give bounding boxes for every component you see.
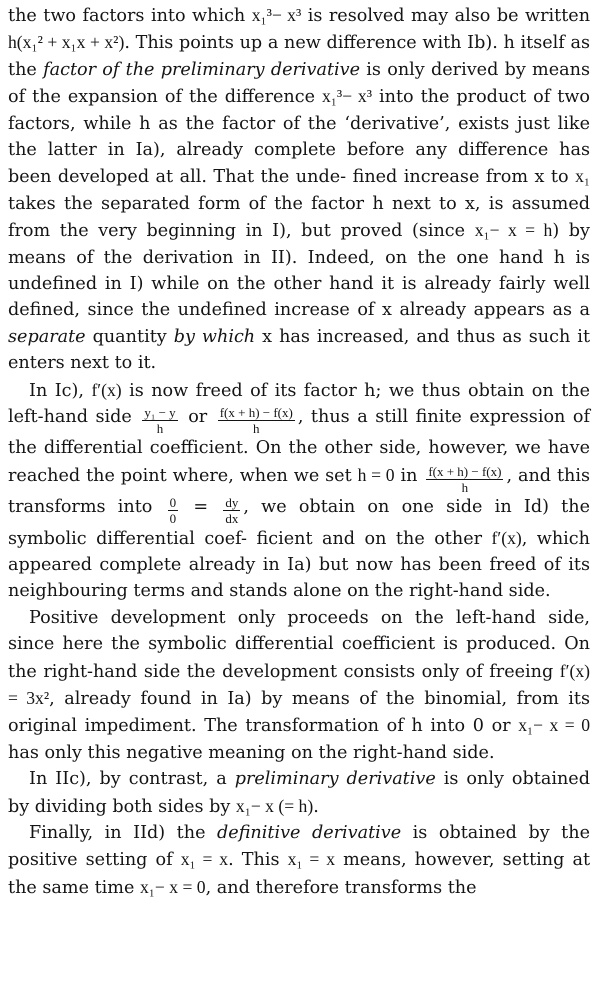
text-run: In IIc), by contrast, a: [29, 769, 235, 790]
text-run: derived by means of the expansion of the difference: [8, 59, 591, 108]
text-run: . This points up a new difference with: [124, 33, 462, 54]
text-run: ,: [243, 496, 249, 517]
text-run: the left-hand side: [8, 380, 591, 428]
text-run: at the same time: [8, 850, 591, 898]
text-run: ‘derivative’, exists just like the latter in Ia), already complete: [8, 113, 591, 161]
fraction-numerator: f(x + h) − f(x): [428, 463, 502, 479]
text-run: fined increase from x to: [352, 167, 576, 188]
text-run: positive setting of: [8, 850, 181, 871]
math-expression: x₁− x (= h): [235, 795, 314, 816]
italic-run: preliminary derivative: [234, 769, 436, 790]
math-expression: f′(x): [491, 527, 522, 548]
text-run: however, we have reached the point where, when we set: [8, 438, 590, 486]
text-run: expression of the differential coefficient. On the other side,: [8, 407, 590, 459]
text-run: Positive development only proceeds on the left-hand side,: [29, 607, 590, 628]
text-run: , thus a still finite: [297, 407, 462, 428]
text-run: in Ia) but now has been freed of its neighbouring terms and: [8, 554, 590, 602]
paragraph: [8, 2, 590, 377]
math-expression: f′(x): [91, 379, 122, 400]
math-expression: x₁³− x³: [322, 86, 372, 107]
text-run: Finally, in IId) the: [29, 822, 218, 843]
fraction: [426, 465, 503, 494]
text-run: is resolved may also be: [301, 6, 519, 26]
math-expression: x₁: [575, 166, 590, 187]
text-run: the two factors into which: [8, 6, 252, 26]
text-run: is now freed of its factor h; we thus obtain on: [121, 380, 554, 401]
text-run: , and therefore transforms the: [205, 877, 477, 898]
text-run: the right-hand side the development consists only of freeing: [8, 661, 554, 682]
fraction-denominator: h: [156, 421, 164, 437]
text-run: in: [394, 465, 424, 486]
text-run: already appears as a: [399, 300, 591, 321]
math-expression: x₁− x = h: [474, 220, 553, 241]
text-run: written: [525, 6, 591, 26]
italic-run: factor of the preliminary derivative: [43, 59, 361, 80]
text-run: , and this transforms into: [8, 465, 591, 517]
fraction-numerator: y₁ − y: [144, 405, 176, 421]
fraction-numerator: dy: [225, 494, 239, 510]
fraction-denominator: h: [253, 421, 260, 437]
math-expression: x₁− x = 0: [140, 876, 206, 897]
math-expression: x₁ = x: [287, 849, 335, 870]
text-run: from its original impediment. The transformation of h into 0: [8, 688, 590, 737]
fraction: [168, 496, 179, 525]
fraction: [142, 406, 177, 435]
fraction-denominator: dx: [225, 510, 239, 526]
text-run: =: [181, 496, 221, 517]
text-run: is obtained by the: [401, 822, 590, 843]
text-run: or: [180, 407, 215, 428]
text-run: x has increased,: [255, 326, 410, 347]
text-run: means, however, setting: [335, 850, 565, 871]
text-run: or: [491, 716, 519, 737]
text-run: .: [313, 796, 319, 817]
text-run: h next to x, is assumed from the very beginning in I), but proved: [8, 193, 590, 242]
paragraph: [8, 377, 590, 605]
text-run: In Ic),: [29, 380, 92, 401]
text-run: we obtain on one side in Id) the symbolic differential coef-: [8, 496, 590, 549]
math-expression: x₁³− x³: [251, 5, 302, 25]
math-expression: f′(x) = 3x²: [8, 660, 590, 708]
math-expression: h = 0: [357, 464, 395, 485]
text-run: side.: [452, 742, 495, 763]
italic-run: definitive derivative: [217, 822, 402, 843]
text-run: is only: [360, 59, 425, 80]
text-run: since here the symbolic differential coefficient is produced. On: [8, 634, 590, 655]
text-run: Ib). h itself as the: [8, 33, 591, 80]
italic-run: by which: [173, 326, 256, 347]
fraction: [223, 496, 240, 525]
math-expression: x₁ = x: [180, 849, 229, 870]
paragraph: [8, 605, 590, 766]
paragraph: [8, 766, 590, 820]
text-run: takes the separated form of the factor: [8, 193, 365, 214]
math-expression: x₁− x = 0: [518, 715, 590, 736]
text-run: stands alone on the right-hand side.: [229, 581, 551, 602]
text-run: has only this negative meaning on the right-hand: [8, 742, 448, 763]
text-run: , already found in Ia) by means of the binomial,: [49, 688, 508, 709]
text-run: quantity: [85, 326, 174, 347]
text-run: into the product of two factors, while h as the factor of the: [8, 87, 591, 134]
text-run: ficient and on the other: [256, 528, 492, 549]
fraction: [218, 406, 295, 435]
paragraph: [8, 820, 590, 901]
text-run: , which appeared complete already: [8, 528, 590, 575]
text-run: and thus as such it enters next to it.: [8, 326, 591, 374]
text-run: is only obtained: [435, 769, 590, 790]
text-run: the one hand h is undefined in I) while on the other hand it is: [8, 247, 590, 295]
fraction-numerator: f(x + h) − f(x): [219, 405, 293, 421]
fraction-denominator: 0: [169, 510, 177, 526]
italic-run: separate: [8, 326, 86, 347]
math-expression: h(x₁² + x₁x + x²): [8, 32, 125, 53]
text-run: already fairly well defined, since the undefined increase of x: [8, 274, 590, 321]
text-run: ) by means of the derivation in II). Indeed, on: [8, 221, 590, 268]
text-run: before any difference has been developed at all. That the unde-: [8, 140, 590, 188]
text-run: by dividing both sides by: [8, 796, 236, 817]
fraction-numerator: 0: [169, 494, 177, 510]
text-run: . This: [228, 850, 288, 871]
text-run: (since: [411, 221, 475, 242]
fraction-denominator: h: [461, 479, 469, 495]
